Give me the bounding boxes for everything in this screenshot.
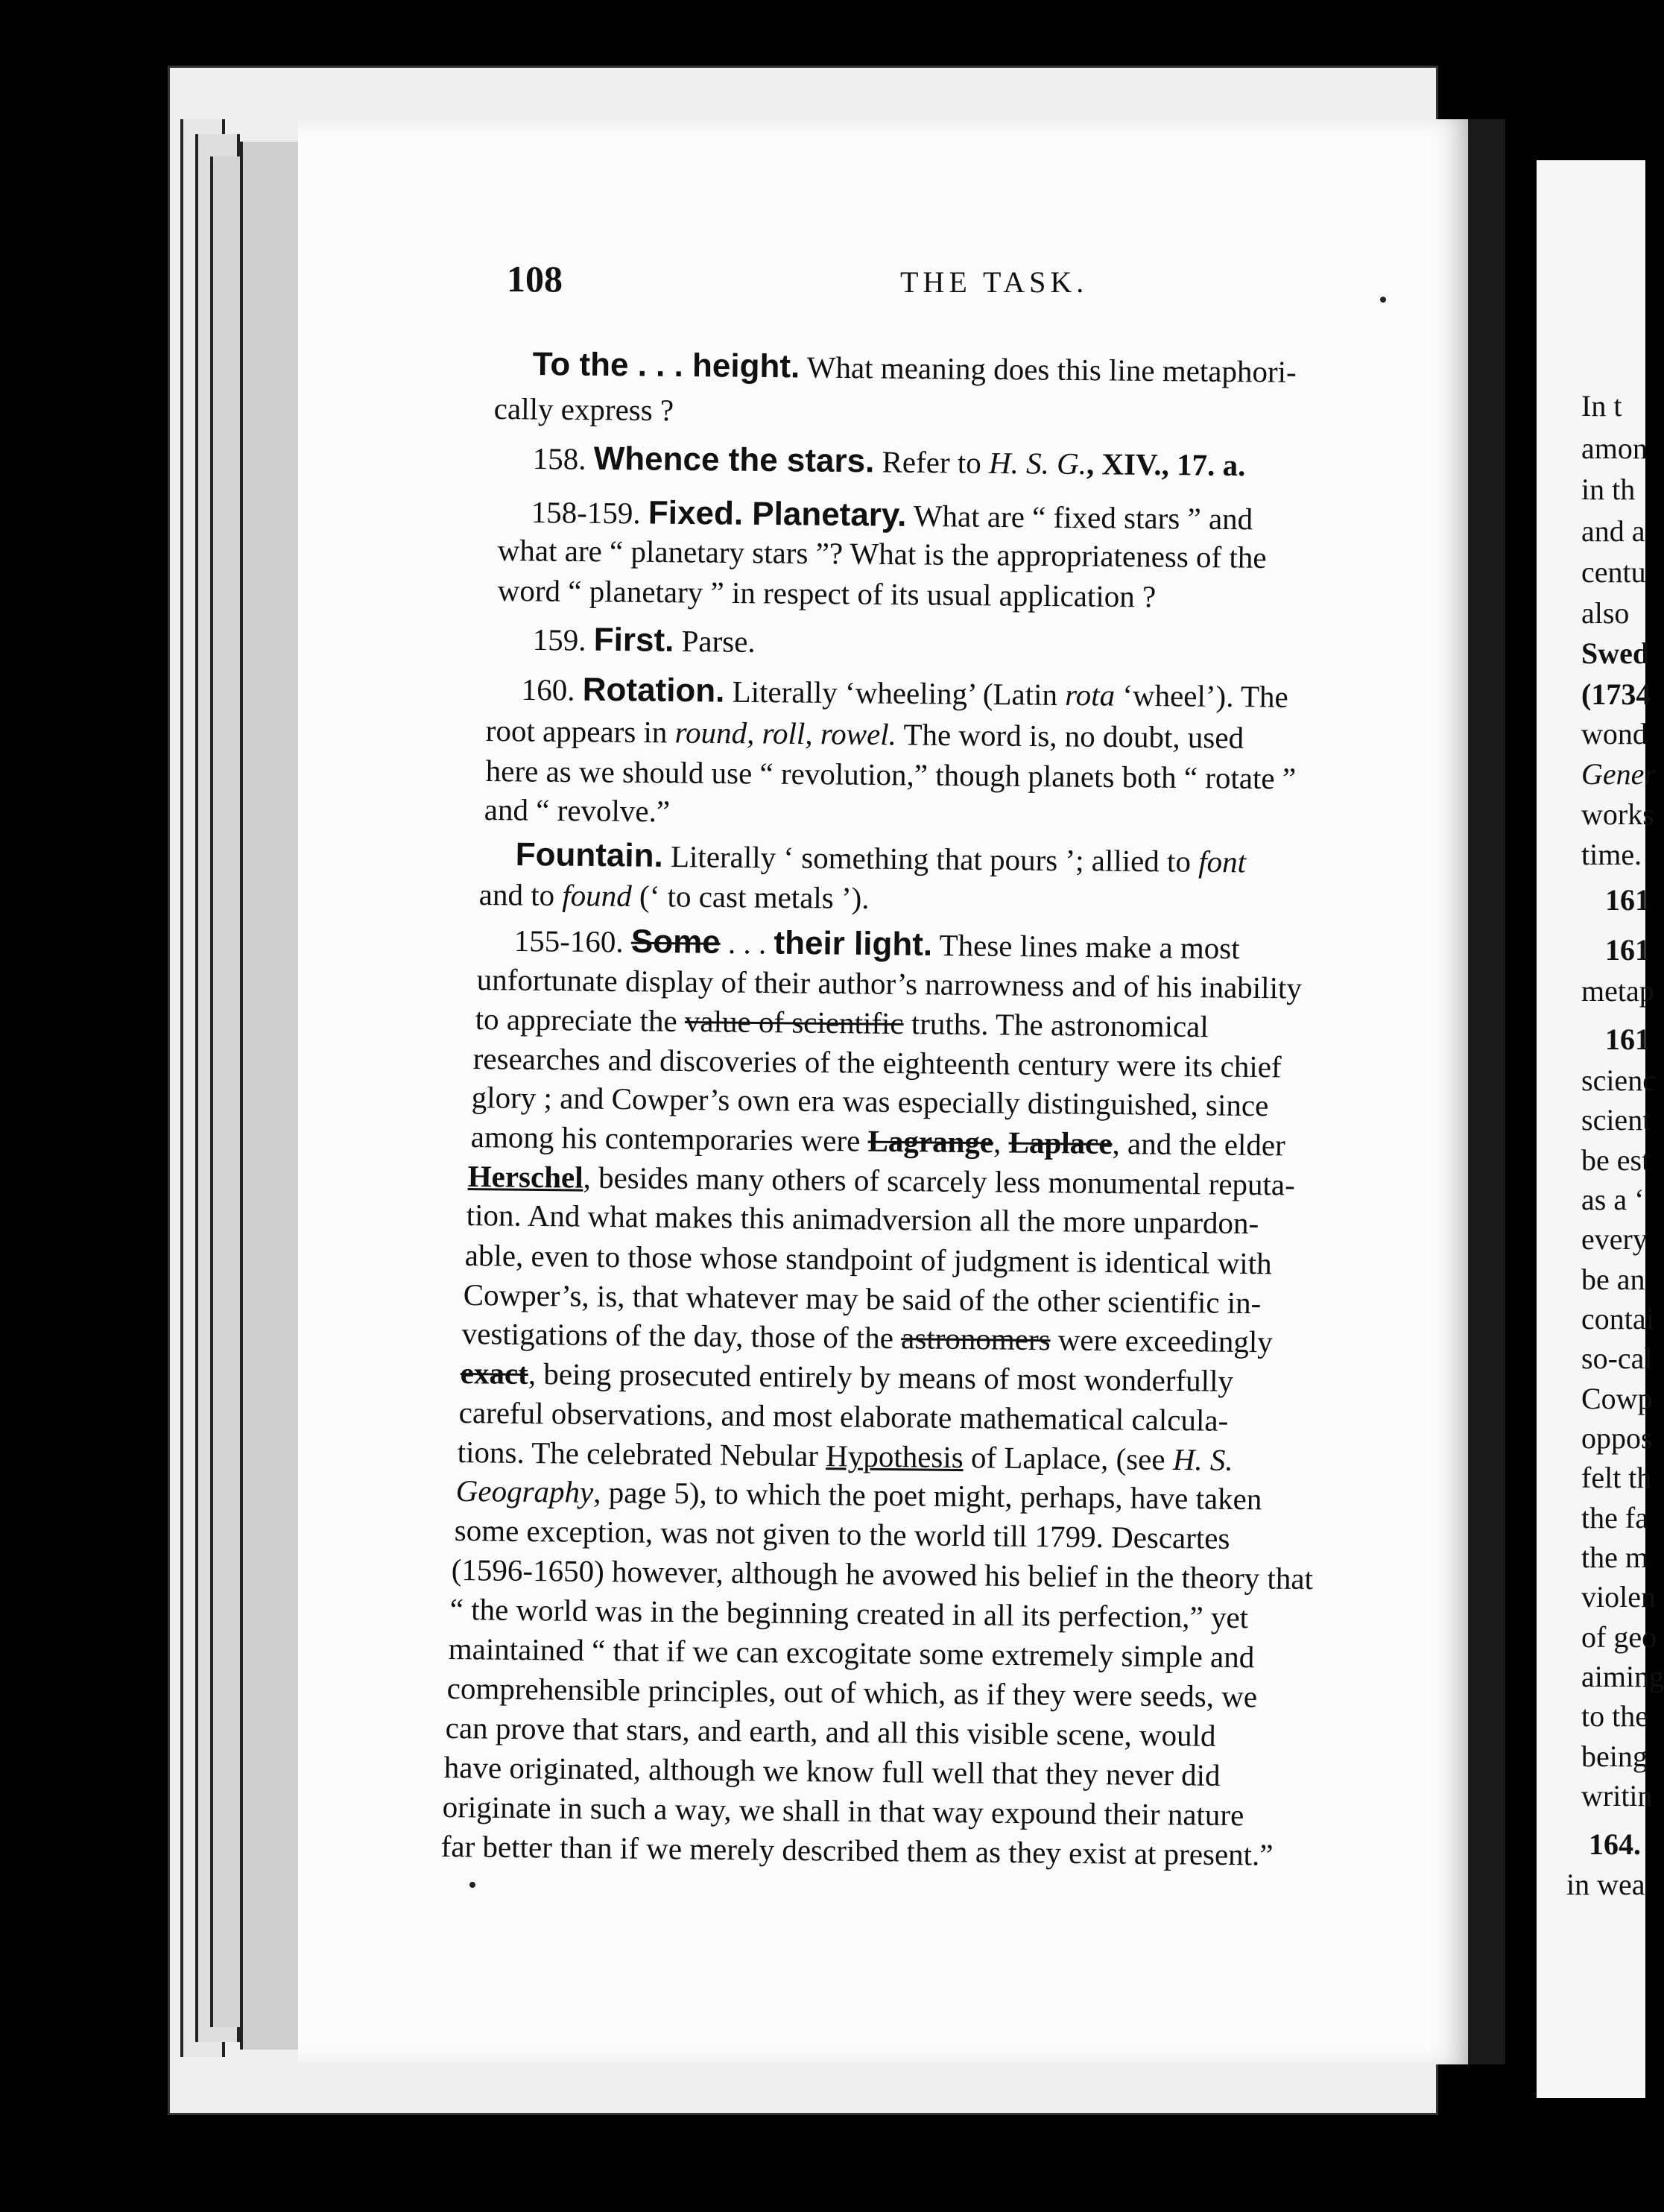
text-line: glory ; and Cowper’s own era was especially distinguished, since	[471, 1080, 1269, 1123]
facing-page	[1537, 160, 1664, 2098]
text-line: maintained “ that if we can excogitate some extremely simple and	[448, 1631, 1255, 1675]
text-line: able, even to those whose standpoint of judgment is identical with	[464, 1238, 1272, 1281]
text-line: word “ planetary ” in respect of its usual application ?	[497, 573, 1157, 614]
facing-line: amon	[1581, 432, 1648, 465]
text-line: careful observations, and most elaborate mathematical calcula-	[458, 1395, 1229, 1438]
text-line: To the . . . height. What meaning does this line metaphori-	[532, 346, 1297, 389]
text-line: Cowper’s, is, that whatever may be said of the other scientific in-	[463, 1277, 1262, 1321]
text-line: and “ revolve.”	[484, 792, 671, 829]
text-line: Herschel, besides many others of scarcely less monumental reputa-	[467, 1159, 1296, 1202]
facing-line: as a ‘	[1581, 1183, 1645, 1216]
text-line: among his contemporaries were Lagrange, Laplace, and the elder	[470, 1119, 1286, 1163]
facing-line: Swed	[1581, 636, 1650, 670]
facing-line: so-cal	[1581, 1342, 1653, 1375]
facing-line: works	[1581, 797, 1654, 831]
facing-line: be est	[1581, 1143, 1651, 1177]
scan-speck	[1380, 297, 1386, 303]
text-line: Fountain. Literally ‘ something that pours ’; allied to font	[515, 836, 1247, 879]
text-line: exact, being prosecuted entirely by means of most wonderfully	[460, 1356, 1234, 1398]
text-line: far better than if we merely described them as they exist at present.”	[440, 1829, 1274, 1872]
text-line: what are “ planetary stars ”? What is the appropriateness of the	[497, 533, 1267, 575]
text-line: 155-160. Some . . . their light. These lines make a most	[513, 923, 1240, 966]
facing-line: In t	[1581, 389, 1622, 423]
text-line: unfortunate display of their author’s narrowness and of his inability	[476, 962, 1303, 1005]
facing-line: contai	[1581, 1302, 1654, 1336]
facing-line: to the	[1581, 1699, 1648, 1733]
facing-line: writin	[1581, 1779, 1653, 1813]
facing-line: 164.	[1589, 1827, 1641, 1861]
gutter-shadow	[1468, 119, 1505, 2064]
text-line: originate in such a way, we shall in that way expound their nature	[442, 1789, 1244, 1833]
facing-line: violen	[1581, 1580, 1656, 1614]
facing-line: the m	[1581, 1540, 1648, 1574]
facing-line: time.	[1581, 838, 1642, 871]
facing-line: every	[1581, 1222, 1648, 1256]
facing-line: Gener	[1581, 757, 1656, 791]
facing-line: in th	[1581, 473, 1636, 506]
facing-line: wond	[1581, 717, 1648, 750]
text-line: Geography, page 5), to which the poet might, perhaps, have taken	[455, 1473, 1262, 1517]
text-line: 160. Rotation. Literally ‘wheeling’ (Latin rota ‘wheel’). The	[521, 671, 1288, 714]
facing-line: metap	[1581, 974, 1654, 1008]
text-line: 158. Whence the stars. Refer to H. S. G., XIV., 17. a.	[532, 440, 1246, 483]
facing-line: oppos	[1581, 1421, 1653, 1455]
facing-line: and a	[1581, 514, 1645, 548]
facing-line: in wea	[1566, 1868, 1645, 1901]
text-line: tions. The celebrated Nebular Hypothesis of Laplace, (see H. S.	[457, 1435, 1233, 1477]
facing-line: be an	[1581, 1263, 1645, 1296]
facing-line: of geo	[1581, 1620, 1657, 1654]
facing-line: scient	[1581, 1103, 1651, 1137]
facing-line: Cowp	[1581, 1382, 1653, 1415]
text-line: cally express ?	[493, 391, 674, 428]
text-line: here as we should use “ revolution,” though planets both “ rotate ”	[485, 753, 1297, 796]
text-line: to appreciate the value of scientific truths. The astronomical	[475, 1002, 1209, 1044]
text-line: some exception, was not given to the world till 1799. Descartes	[454, 1513, 1230, 1555]
facing-line: felt th	[1581, 1461, 1652, 1494]
facing-line: scienc	[1581, 1064, 1656, 1097]
text-line: 158-159. Fixed. Planetary. What are “ fixed stars ” and	[531, 494, 1253, 537]
text-line: 159. First. Parse.	[532, 621, 756, 659]
text-line: researches and discoveries of the eighteenth century were its chief	[472, 1041, 1282, 1084]
facing-line: centu	[1581, 555, 1646, 589]
facing-line: also	[1581, 596, 1630, 630]
facing-line: 161	[1605, 883, 1650, 917]
text-line: can prove that stars, and earth, and all this visible scene, would	[445, 1710, 1216, 1753]
text-line: vestigations of the day, those of the astronomers were exceedingly	[461, 1316, 1274, 1359]
facing-line: 161	[1605, 1023, 1650, 1056]
text-line: (1596-1650) however, although he avowed his belief in the theory that	[451, 1552, 1314, 1596]
facing-line: 161	[1605, 933, 1650, 967]
page-number: 108	[507, 258, 563, 300]
facing-line: aiming	[1581, 1660, 1664, 1693]
scan-speck	[469, 1882, 475, 1888]
facing-line: the fa	[1581, 1501, 1648, 1535]
page-edge	[240, 142, 300, 2050]
text-line: have originated, although we know full well that they never did	[443, 1750, 1221, 1792]
facing-line: being	[1581, 1739, 1648, 1773]
text-line: “ the world was in the beginning created in all its perfection,” yet	[449, 1592, 1249, 1635]
facing-line: (1734	[1581, 677, 1651, 711]
text-line: tion. And what makes this animadversion all the more unpardon-	[466, 1198, 1259, 1241]
text-line: root appears in round, roll, rowel. The word is, no doubt, used	[485, 713, 1244, 755]
running-head: THE TASK.	[900, 265, 1089, 299]
text-line: comprehensible principles, out of which, as if they were seeds, we	[446, 1671, 1258, 1714]
text-line: and to found (‘ to cast metals ’).	[478, 877, 870, 916]
